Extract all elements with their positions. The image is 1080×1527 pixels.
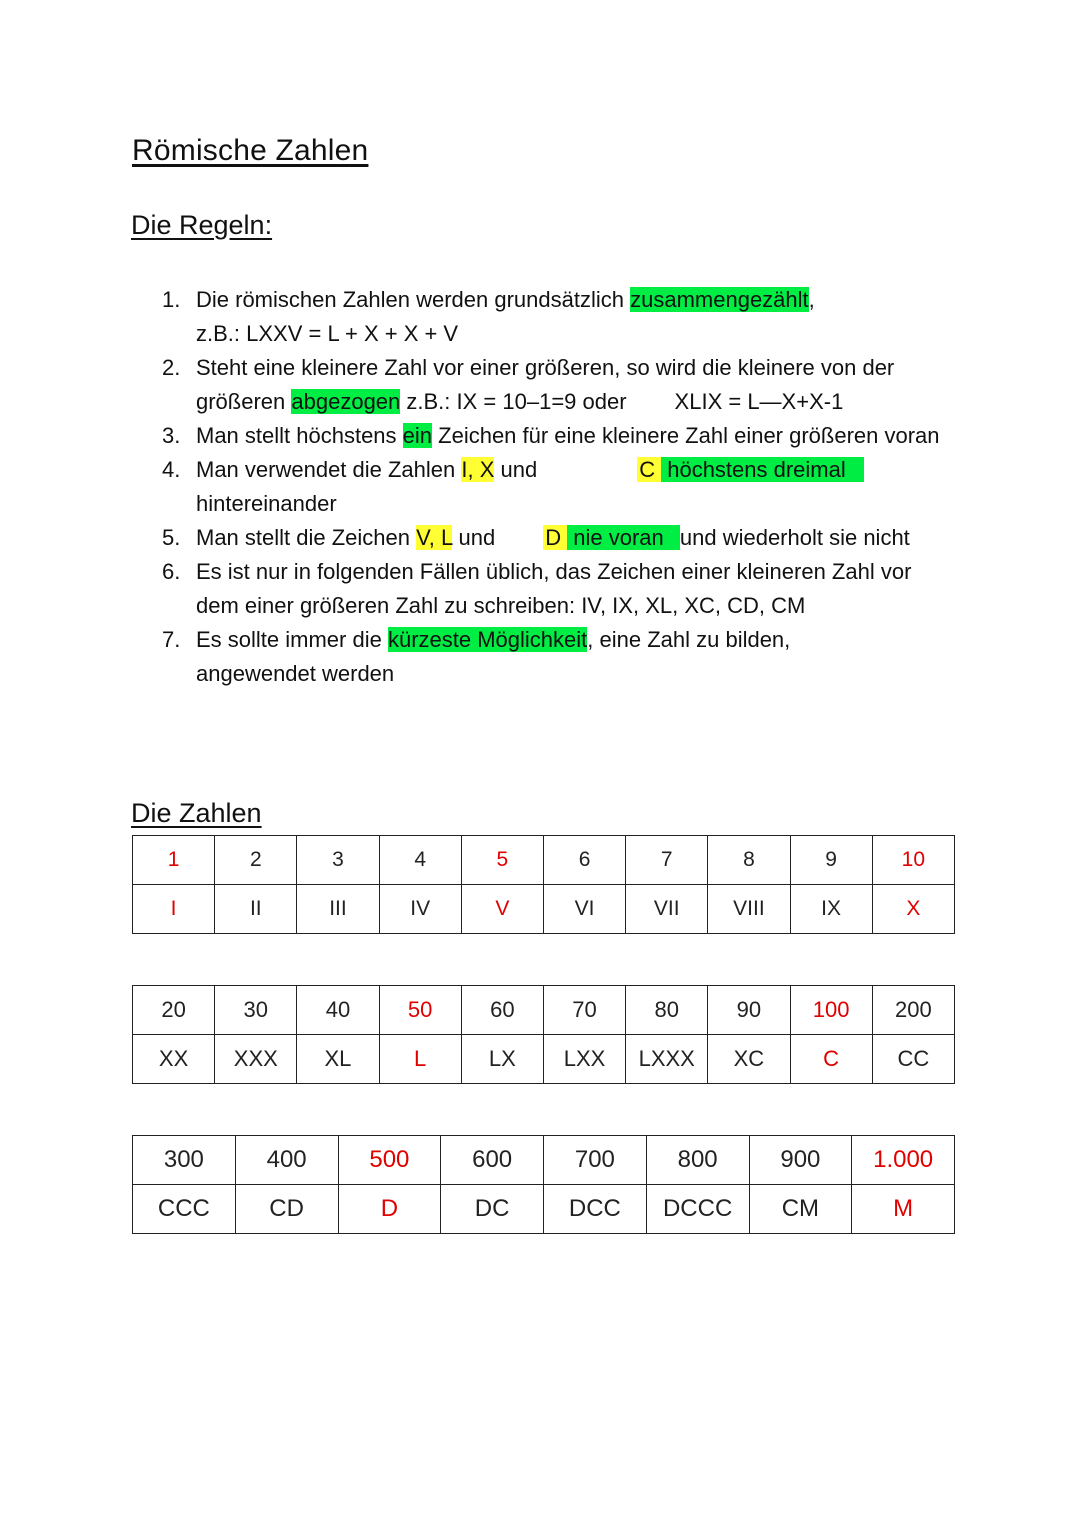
table-cell: CCC (133, 1185, 236, 1234)
table-cell: XL (297, 1035, 379, 1084)
rule-text: Man stellt die Zeichen (196, 525, 417, 550)
rule-number: 6. (162, 559, 181, 584)
rule-text: Es sollte immer die (196, 627, 388, 652)
highlight-yellow: I, X (461, 457, 495, 482)
rule-7 (162, 623, 982, 691)
table-cell: 9 (790, 836, 872, 885)
table-row-arabic (133, 836, 955, 885)
table-cell: CM (749, 1185, 852, 1234)
table-cell: DC (441, 1185, 544, 1234)
rule-text: Steht eine kleinere Zahl vor einer größeren, so wird die kleinere von der größeren (196, 355, 895, 414)
numbers-table-20-200 (132, 985, 955, 1084)
table-cell: 700 (544, 1136, 647, 1185)
table-cell: 60 (461, 986, 543, 1035)
table-cell: 90 (708, 986, 790, 1035)
numbers-heading: Die Zahlen (131, 798, 262, 828)
numbers-table-1-10 (132, 835, 955, 934)
rule-number: 2. (162, 355, 181, 380)
rule-2 (162, 351, 982, 419)
table-cell: II (215, 885, 297, 934)
table-cell: 1 (133, 836, 215, 885)
table-cell: M (852, 1185, 955, 1234)
table-cell: 400 (235, 1136, 338, 1185)
rule-text: Zeichen für eine kleinere Zahl einer größeren voran (432, 423, 940, 448)
highlight-green: abgezogen (291, 389, 401, 414)
table-cell: 70 (543, 986, 625, 1035)
rule-text: Es ist nur in folgenden Fällen üblich, das Zeichen einer kleineren Zahl vor dem einer größeren Zahl zu schreiben: IV, IX, XL, XC, CD, CM (196, 559, 912, 618)
table-cell: C (790, 1035, 872, 1084)
rule-4 (162, 453, 982, 521)
rule-text: , (808, 287, 815, 312)
table-cell: LX (461, 1035, 543, 1084)
rule-example: z.B.: LXXV = L + X + X + V (196, 321, 459, 346)
rule-text: Man verwendet die Zahlen (196, 457, 462, 482)
table-cell: 4 (379, 836, 461, 885)
rule-5 (162, 521, 982, 555)
table-cell: XC (708, 1035, 790, 1084)
highlight-yellow: D (543, 525, 567, 550)
table-cell: V (461, 885, 543, 934)
table-cell: 100 (790, 986, 872, 1035)
table-cell: 3 (297, 836, 379, 885)
table-cell: XX (133, 1035, 215, 1084)
table-cell: 20 (133, 986, 215, 1035)
rule-text: und wiederholt sie nicht (679, 525, 910, 550)
table-cell: L (379, 1035, 461, 1084)
table-cell: LXXX (626, 1035, 708, 1084)
table-cell: 10 (872, 836, 954, 885)
table-cell: 50 (379, 986, 461, 1035)
rule-6 (162, 555, 982, 623)
table-row-arabic (133, 1136, 955, 1185)
table-cell: XXX (215, 1035, 297, 1084)
highlight-green: ein (402, 423, 433, 448)
table-cell: 7 (626, 836, 708, 885)
rule-text: z.B.: IX = 10–1=9 oder (400, 389, 627, 414)
table-cell: D (338, 1185, 441, 1234)
table-row-roman (133, 1185, 955, 1234)
highlight-green: kürzeste Möglichkeit (387, 627, 588, 652)
numbers-table-300-1000 (132, 1135, 955, 1234)
rule-text: Die römischen Zahlen werden grundsätzlich (196, 287, 631, 312)
table-cell: 5 (461, 836, 543, 885)
rules-list (162, 283, 982, 691)
table-row-roman (133, 885, 955, 934)
rule-number: 4. (162, 457, 181, 482)
table-cell: CD (235, 1185, 338, 1234)
rule-text: und (494, 457, 538, 482)
table-cell: 6 (543, 836, 625, 885)
table-cell: 600 (441, 1136, 544, 1185)
rules-heading: Die Regeln: (131, 210, 273, 240)
rule-3 (162, 419, 982, 453)
table-cell: III (297, 885, 379, 934)
table-cell: 1.000 (852, 1136, 955, 1185)
table-cell: CC (872, 1035, 954, 1084)
highlight-yellow: C (637, 457, 661, 482)
table-cell: IV (379, 885, 461, 934)
table-cell: 80 (626, 986, 708, 1035)
highlight-green: nie voran (567, 525, 680, 550)
rule-number: 3. (162, 423, 181, 448)
rule-text: , eine Zahl zu bilden, angewendet werden (196, 627, 791, 686)
highlight-yellow: V, L (416, 525, 453, 550)
rule-text: hintereinander (196, 491, 337, 516)
table-cell: I (133, 885, 215, 934)
table-cell: VIII (708, 885, 790, 934)
table-cell: VI (543, 885, 625, 934)
rule-number: 7. (162, 627, 181, 652)
table-cell: 40 (297, 986, 379, 1035)
table-cell: 200 (872, 986, 954, 1035)
page-title: Römische Zahlen (132, 134, 369, 167)
table-row-roman (133, 1035, 955, 1084)
table-cell: X (872, 885, 954, 934)
rule-1 (162, 283, 982, 351)
table-cell: 30 (215, 986, 297, 1035)
rule-text: und (452, 525, 496, 550)
rule-number: 1. (162, 287, 181, 312)
table-cell: DCCC (646, 1185, 749, 1234)
table-cell: LXX (543, 1035, 625, 1084)
table-cell: 900 (749, 1136, 852, 1185)
table-cell: 500 (338, 1136, 441, 1185)
table-cell: VII (626, 885, 708, 934)
highlight-green: höchstens dreimal (661, 457, 864, 482)
highlight-green: zusammengezählt (630, 287, 809, 312)
table-cell: 2 (215, 836, 297, 885)
table-cell: DCC (544, 1185, 647, 1234)
rule-text: Man stellt höchstens (196, 423, 403, 448)
rule-example: XLIX = L—X+X-1 (674, 389, 844, 414)
table-cell: 800 (646, 1136, 749, 1185)
rule-number: 5. (162, 525, 181, 550)
table-row-arabic (133, 986, 955, 1035)
table-cell: 300 (133, 1136, 236, 1185)
table-cell: 8 (708, 836, 790, 885)
table-cell: IX (790, 885, 872, 934)
